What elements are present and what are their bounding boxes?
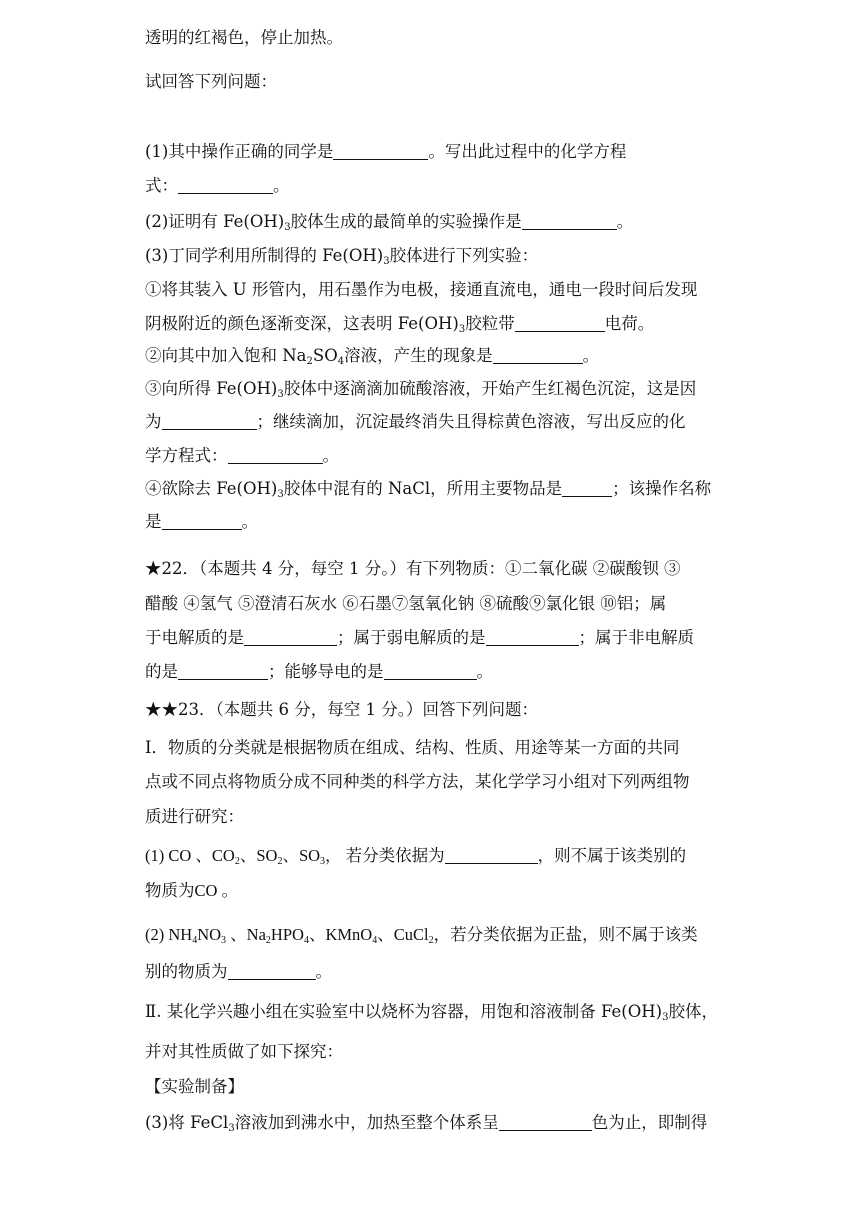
question-23-3-line: (3)将 FeCl$_3$溶液加到沸水中，加热至整个体系呈 色为止，即制得 [145, 1113, 708, 1134]
text-line: 是 。 [145, 512, 258, 531]
text-line: 于电解质的是 ；属于弱电解质的是 ；属于非电解质 [145, 628, 694, 647]
text-line: ③向所得 $Fe(OH)_3$胶体中逐滴滴加硫酸溶液，开始产生红褐色沉淀，这是因 [145, 379, 697, 400]
text-line: 阴极附近的颜色逐渐变深，这表明 $Fe(OH)_3$胶粒带 电荷。 [145, 314, 655, 335]
text-line: 的是 ；能够导电的是 。 [145, 662, 493, 681]
answer-blank[interactable] [178, 663, 268, 680]
question-2-line: (2)证明有 $Fe(OH)_3$胶体生成的最简单的实验操作是 。 [145, 212, 634, 233]
question-1-equation-line: 式： 。 [145, 176, 290, 195]
text-line: 并对其性质做了如下探究： [145, 1042, 343, 1061]
answer-blank[interactable] [499, 1114, 592, 1131]
answer-blank[interactable] [228, 963, 316, 980]
answer-blank[interactable] [493, 347, 583, 364]
answer-blank[interactable] [162, 513, 242, 530]
answer-blank[interactable] [333, 143, 428, 160]
question-1-line: (1)其中操作正确的同学是 。写出此过程中的化学方程 [145, 142, 627, 161]
answer-blank[interactable] [384, 663, 477, 680]
section-ii-line: Ⅱ. 某化学兴趣小组在实验室中以烧杯为容器，用饱和溶液制备 $Fe(OH)_3$胶体， [145, 1002, 718, 1023]
text-line: 学方程式： 。 [145, 446, 339, 465]
text-line: 质进行研究： [145, 807, 244, 826]
text-line: 点或不同点将物质分成不同种类的科学方法，某化学学习小组对下列两组物 [145, 772, 690, 791]
answer-blank[interactable] [562, 480, 612, 497]
question-3-line: (3)丁同学利用所制得的 $Fe(OH)_3$胶体进行下列实验： [145, 246, 539, 267]
question-23-line: ★★23．（本题共 6 分，每空 1 分。）回答下列问题： [145, 700, 538, 719]
question-22-line: ★22．（本题共 4 分，每空 1 分。）有下列物质：①二氧化碳 ②碳酸钡 ③ [145, 559, 681, 578]
text-line: 透明的红褐色，停止加热。 [145, 28, 343, 47]
answer-blank[interactable] [244, 629, 337, 646]
text-line: 别的物质为 。 [145, 962, 332, 981]
answer-blank[interactable] [228, 447, 323, 464]
text-line: 物质为CO 。 [145, 881, 239, 900]
text-line: 为 ；继续滴加，沉淀最终消失且得棕黄色溶液，写出反应的化 [145, 412, 686, 431]
answer-blank[interactable] [162, 413, 257, 430]
text-line: ②向其中加入饱和 $Na_2SO_4$溶液，产生的现象是 。 [145, 346, 600, 367]
text-line: 醋酸 ④氢气 ⑤澄清石灰水 ⑥石墨⑦氢氧化钠 ⑧硫酸⑨氯化银 ⑩铝；属 [145, 594, 667, 613]
text-line: ①将其装入 U 形管内，用石墨作为电极，接通直流电，通电一段时间后发现 [145, 280, 698, 299]
text-line: ④欲除去 $Fe(OH)_3$胶体中混有的 NaCl，所用主要物品是 ；该操作名称 [145, 479, 712, 500]
text-line: Ⅰ．物质的分类就是根据物质在组成、结构、性质、用途等某一方面的共同 [145, 738, 680, 757]
question-23-2-line: (2) $NH_4NO_3$ 、$Na_2HPO_4$、KMnO$_4$、CuCl$_2$，若分类依据为正盐，则不属于该类 [145, 925, 698, 946]
answer-blank[interactable] [445, 847, 538, 864]
answer-blank[interactable] [522, 213, 617, 230]
text-line: 试回答下列问题： [145, 72, 277, 91]
question-23-1-line: (1) CO 、$CO_2$、$SO_2$、$SO_3$， 若分类依据为 ，则不属于该类别的 [145, 846, 687, 867]
answer-blank[interactable] [486, 629, 579, 646]
section-heading: 【实验制备】 [145, 1077, 244, 1096]
answer-blank[interactable] [515, 315, 605, 332]
answer-blank[interactable] [178, 177, 273, 194]
